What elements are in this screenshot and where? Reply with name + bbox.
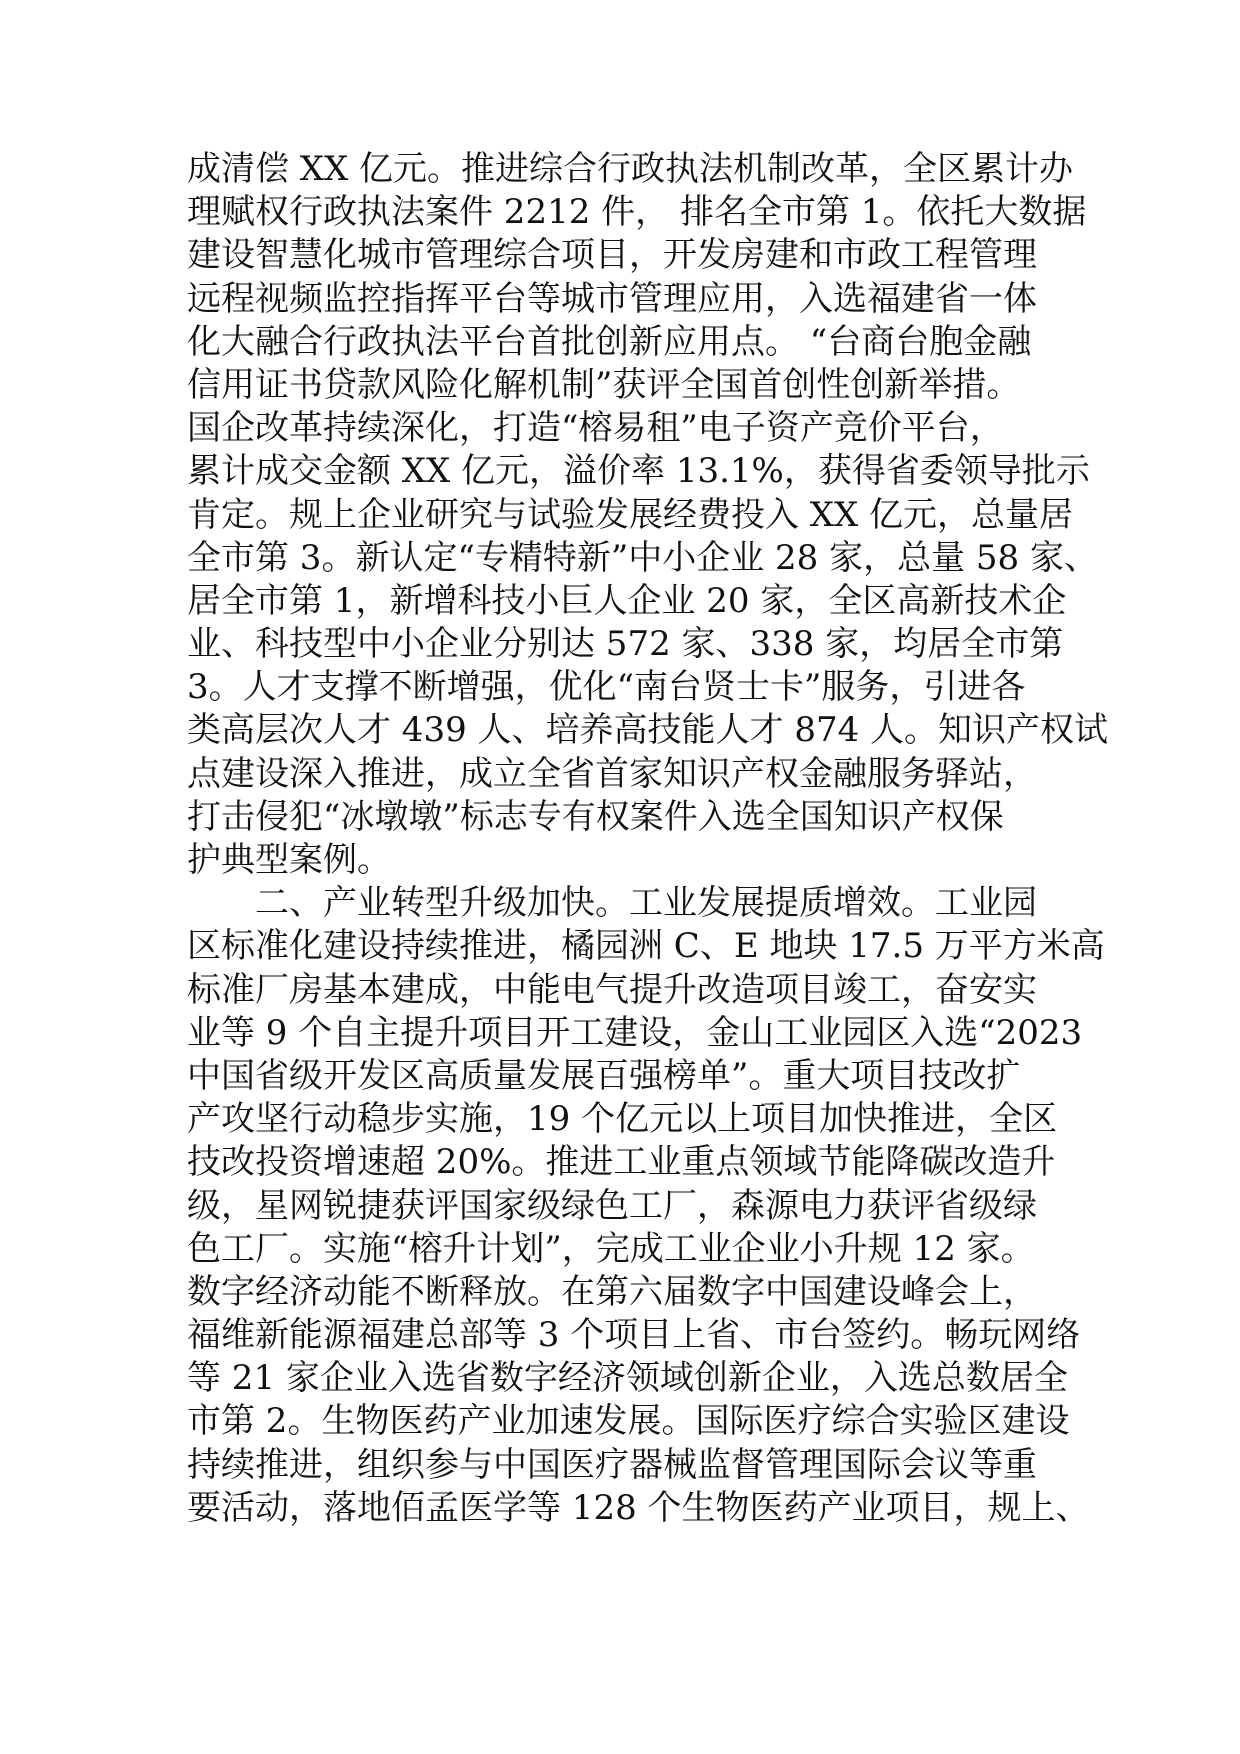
text-line: 数字经济动能不断释放。在第六届数字中国建设峰会上， <box>187 1271 1037 1312</box>
text-line: 护典型案例。 <box>187 840 391 880</box>
text-line: 业、科技型中小企业分别达 572 家、338 家，均居全市第 <box>187 624 1064 665</box>
text-line: 类高层次人才 439 人、培养高技能人才 874 人。知识产权试 <box>187 710 1109 751</box>
text-line: 信用证书贷款风险化解机制”获评全国首创性创新举措。 <box>187 364 1021 405</box>
text-line: 肯定。规上企业研究与试验发展经费投入 XX 亿元，总量居 <box>187 494 1074 535</box>
text-line: 3。人才支撑不断增强，优化“南台贤士卡”服务，引进各 <box>187 667 1026 708</box>
text-line: 要活动，落地佰孟医学等 128 个生物医药产业项目，规上、 <box>187 1487 1090 1528</box>
text-line: 技改投资增速超 20%。推进工业重点领域节能降碳改造升 <box>187 1142 1056 1183</box>
text-line: 国企改革持续深化，打造“榕易租”电子资产竞价平台， <box>187 408 1004 449</box>
text-line: 市第 2。生物医药产业加速发展。国际医疗综合实验区建设 <box>187 1401 1070 1442</box>
section-heading-line: 二、产业转型升级加快。工业发展提质增效。工业园 <box>255 883 1037 924</box>
text-line: 产攻坚行动稳步实施，19 个亿元以上项目加快推进，全区 <box>187 1099 1058 1140</box>
text-line: 中国省级开发区高质量发展百强榜单”。重大项目技改扩 <box>187 1055 1021 1096</box>
text-line: 级，星网锐捷获评国家级绿色工厂，森源电力获评省级绿 <box>187 1185 1037 1226</box>
text-line: 打击侵犯“冰墩墩”标志专有权案件入选全国知识产权保 <box>187 796 1004 837</box>
text-line: 远程视频监控指挥平台等城市管理应用，入选福建省一体 <box>187 278 1037 319</box>
text-line: 全市第 3。新认定“专精特新”中小企业 28 家，总量 58 家、 <box>187 537 1098 578</box>
text-line: 点建设深入推进，成立全省首家知识产权金融服务驿站， <box>187 753 1037 794</box>
text-line: 化大融合行政执法平台首批创新应用点。 “台商台胞金融 <box>187 321 1032 362</box>
text-line: 区标准化建设持续推进，橘园洲 C、E 地块 17.5 万平方米高 <box>187 926 1105 967</box>
text-line: 建设智慧化城市管理综合项目，开发房建和市政工程管理 <box>187 235 1037 276</box>
text-line: 累计成交金额 XX 亿元，溢价率 13.1%，获得省委领导批示 <box>187 451 1090 492</box>
text-line: 持续推进，组织参与中国医疗器械监督管理国际会议等重 <box>187 1444 1037 1485</box>
text-line: 色工厂。实施“榕升计划”，完成工业企业小升规 12 家。 <box>187 1228 1035 1269</box>
text-line: 业等 9 个自主提升项目开工建设，金山工业园区入选“2023 <box>187 1012 1083 1053</box>
text-line: 标准厂房基本建成，中能电气提升改造项目竣工，奋安实 <box>187 969 1037 1010</box>
text-line: 成清偿 XX 亿元。推进综合行政执法机制改革，全区累计办 <box>187 149 1074 189</box>
text-line: 福维新能源福建总部等 3 个项目上省、市台签约。畅玩网络 <box>187 1315 1081 1356</box>
text-line: 等 21 家企业入选省数字经济领域创新企业，入选总数居全 <box>187 1358 1068 1399</box>
text-line: 理赋权行政执法案件 2212 件， 排名全市第 1。依托大数据 <box>187 192 1087 233</box>
body-text <box>187 148 1109 1530</box>
text-line: 居全市第 1，新增科技小巨人企业 20 家，全区高新技术企 <box>187 580 1067 621</box>
